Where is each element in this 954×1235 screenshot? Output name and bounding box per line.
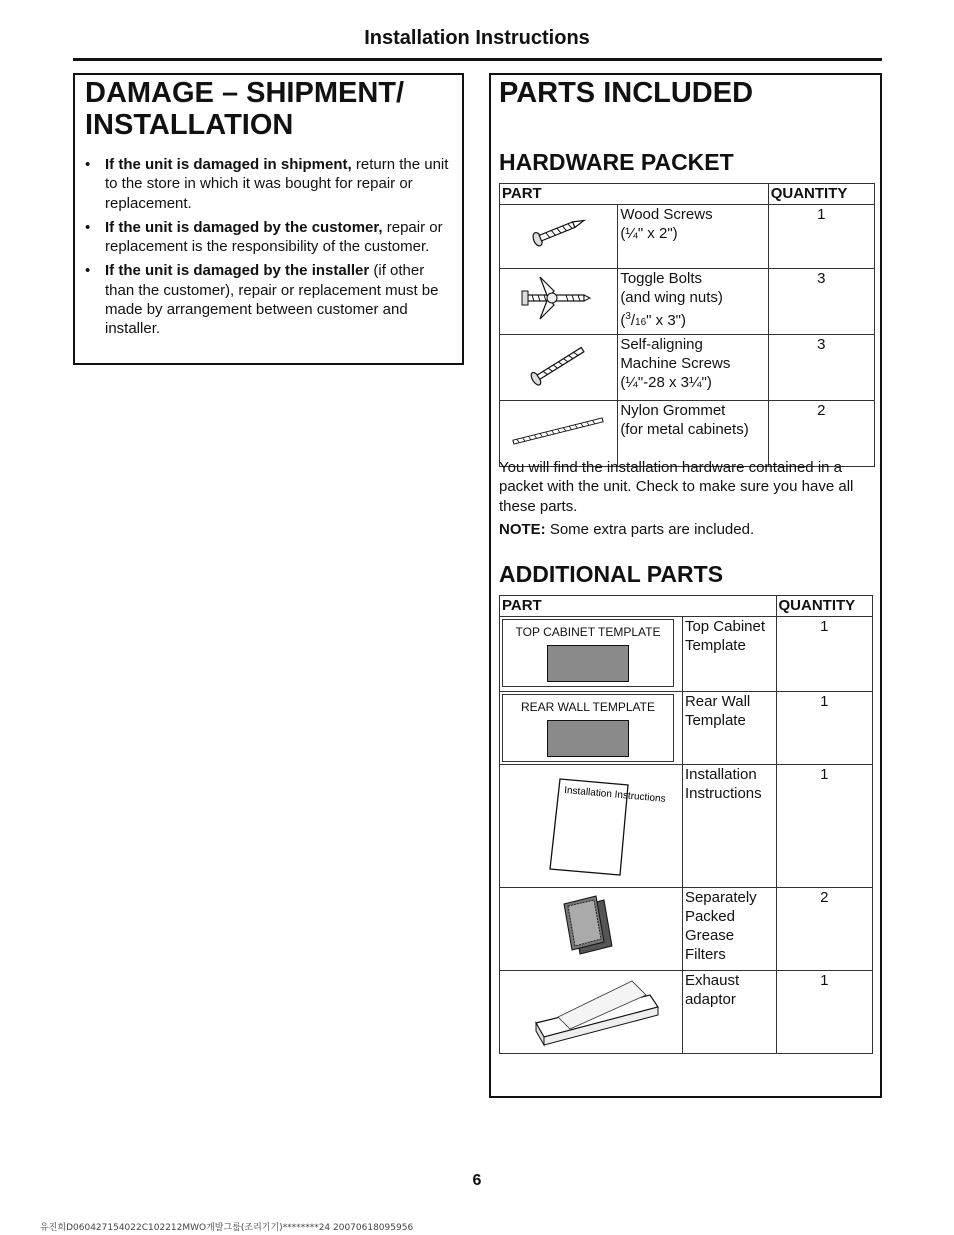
fraction-denominator: 16 — [635, 317, 647, 328]
parts-section — [489, 73, 882, 1098]
part-quantity: 1 — [776, 765, 872, 888]
part-name: Nylon Grommet — [620, 402, 726, 419]
part-name: Rear Wall Template — [682, 692, 776, 765]
damage-item-bold: If the unit is damaged by the installer — [105, 262, 370, 280]
table-row — [500, 692, 873, 765]
part-name: Installation Instructions — [682, 765, 776, 888]
part-description — [618, 269, 768, 335]
part-size: ($^3$/16" x 3") — [620, 311, 686, 329]
hardware-table — [499, 183, 875, 467]
part-quantity: 1 — [776, 971, 872, 1054]
table-row — [500, 971, 873, 1054]
additional-header-row — [500, 596, 873, 617]
damage-item — [85, 155, 455, 213]
damage-item — [85, 218, 455, 257]
part-name-line2: Machine Screws — [620, 355, 731, 372]
part-quantity: 2 — [768, 401, 874, 467]
damage-item-text: (if other than the customer), repair or replacement must be made by arrangement between customer and installer. — [105, 262, 439, 338]
part-name: Toggle Bolts — [620, 270, 703, 287]
part-size-rest: " x 3") — [646, 312, 686, 329]
page-header-title: Installation Instructions — [364, 27, 590, 49]
template-cutout — [547, 645, 629, 682]
part-quantity: 3 — [768, 269, 874, 335]
damage-item-bold: If the unit is damaged in shipment, — [105, 156, 352, 173]
additional-table — [499, 595, 873, 1054]
parts-title: PARTS INCLUDED — [499, 77, 754, 109]
header-rule — [73, 58, 882, 61]
table-row — [500, 401, 875, 467]
part-description — [618, 335, 768, 401]
hardware-note-text: You will find the installation hardware contained in a packet with the unit. Check to make sure you have all these parts. — [499, 459, 854, 515]
table-row — [500, 335, 875, 401]
booklet-label: Installation Instructions — [563, 785, 667, 805]
damage-item-text: repair or replacement is the responsibility of the customer. — [105, 218, 443, 256]
part-quantity: 1 — [776, 617, 872, 692]
damage-item-text: return the unit to the store in which it was bought for repair or replacement. — [105, 156, 449, 212]
table-row — [500, 765, 873, 888]
table-row — [500, 888, 873, 971]
template-label: TOP CABINET TEMPLATE — [515, 625, 661, 639]
part-quantity: 2 — [776, 888, 872, 971]
table-row — [500, 617, 873, 692]
col-qty-header: QUANTITY — [776, 596, 872, 617]
part-description — [618, 401, 768, 467]
damage-list — [85, 155, 455, 344]
part-size: (¼" x 2") — [620, 225, 678, 242]
damage-title: DAMAGE – SHIPMENT/ INSTALLATION — [85, 77, 405, 141]
exhaust-adaptor-icon — [500, 971, 683, 1054]
hardware-note — [499, 458, 875, 543]
part-name: Exhaust adaptor — [682, 971, 776, 1054]
template-cutout — [547, 720, 629, 757]
part-subtitle: (and wing nuts) — [620, 289, 723, 306]
col-part-header: PART — [500, 184, 769, 205]
footer-code: 유진희D060427154022C102212MWO개발그룹(조리기기)********24 20070618095956 — [40, 1223, 414, 1233]
grease-filters-icon — [500, 888, 683, 971]
damage-item — [85, 261, 455, 338]
note-label: NOTE: — [499, 520, 546, 538]
part-description — [618, 205, 768, 269]
part-quantity: 1 — [776, 692, 872, 765]
part-size: (¼"-28 x 3¼") — [620, 374, 712, 391]
nylon-grommet-icon — [500, 401, 618, 467]
top-cabinet-template-icon — [500, 617, 683, 692]
col-qty-header: QUANTITY — [768, 184, 874, 205]
fraction-numerator: 3 — [625, 311, 631, 322]
template-card — [502, 694, 674, 762]
machine-screw-icon — [500, 335, 618, 401]
damage-section — [73, 73, 464, 365]
part-name: Top Cabinet Template — [682, 617, 776, 692]
part-subtitle: (for metal cabinets) — [620, 421, 749, 438]
instructions-booklet-icon — [500, 765, 683, 888]
part-name: Self-aligning — [620, 336, 703, 353]
part-name: Separately Packed Grease Filters — [682, 888, 776, 971]
template-label: REAR WALL TEMPLATE — [520, 700, 656, 714]
table-row — [500, 205, 875, 269]
part-quantity: 3 — [768, 335, 874, 401]
hardware-header-row — [500, 184, 875, 205]
hardware-heading: HARDWARE PACKET — [499, 149, 734, 175]
rear-wall-template-icon — [500, 692, 683, 765]
note-text: Some extra parts are included. — [545, 520, 755, 538]
damage-item-bold: If the unit is damaged by the customer, — [105, 218, 383, 236]
wood-screw-icon — [500, 205, 618, 269]
part-name: Wood Screws — [620, 206, 713, 223]
page-number: 6 — [472, 1172, 482, 1189]
part-quantity: 1 — [768, 205, 874, 269]
hardware-note2 — [499, 520, 875, 539]
table-row — [500, 269, 875, 335]
toggle-bolt-icon — [500, 269, 618, 335]
additional-heading: ADDITIONAL PARTS — [499, 561, 724, 587]
template-card — [502, 619, 674, 687]
col-part-header: PART — [500, 596, 777, 617]
